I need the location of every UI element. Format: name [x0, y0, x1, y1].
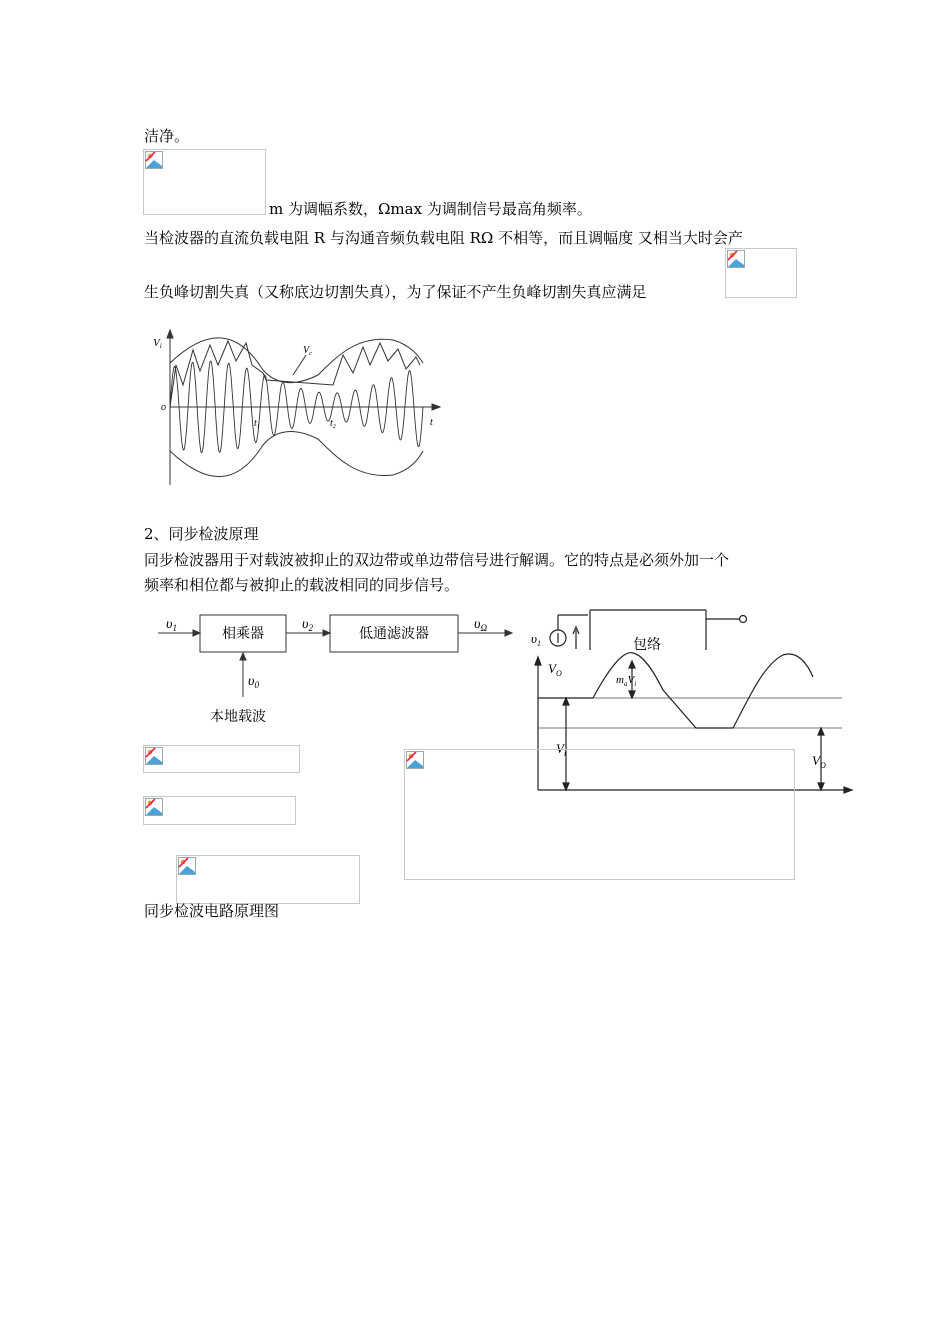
- vc-label: $V_c$: [303, 345, 312, 357]
- figure-caption: 同步检波电路原理图: [144, 902, 280, 920]
- t2-label: $t_2$: [330, 418, 336, 430]
- reference-signal-label: $\upsilon_0$: [248, 674, 259, 690]
- text-line-6: 频率和相位都与被抑止的载波相同的同步信号。: [144, 576, 460, 594]
- envelope-box-label: 包络: [633, 637, 661, 653]
- image-placeholder-formula-3: [143, 745, 300, 773]
- vo-right-label: $V_O$: [812, 753, 826, 770]
- broken-image-icon: [145, 747, 163, 765]
- local-carrier-label: 本地载波: [210, 709, 266, 725]
- text-line-3: 当检波器的直流负载电阻 R 与沟通音频负载电阻 RΩ 不相等，而且调幅度 又相当大时会产: [144, 229, 743, 247]
- image-placeholder-formula-2: [725, 248, 797, 298]
- image-placeholder-circuit: [176, 855, 360, 904]
- ma-vi-label: $m_aV_i$: [616, 674, 637, 688]
- image-placeholder-formula-4: [143, 796, 296, 825]
- vi-label: Vi: [153, 337, 162, 350]
- lower-envelope: [170, 431, 423, 476]
- t-axis-label: t: [430, 417, 433, 428]
- broken-image-icon: [145, 798, 163, 816]
- source-label: $\upsilon_1$: [531, 631, 541, 648]
- sync-detector-block-diagram: [148, 605, 523, 730]
- detector-output: [170, 341, 420, 407]
- t1-label: $t_1$: [254, 418, 260, 430]
- output-signal-label: $\upsilon_\Omega$: [474, 617, 487, 633]
- broken-image-icon: [727, 250, 745, 268]
- vc-pointer: [293, 355, 306, 375]
- text-line-5: 同步检波器用于对载波被抑止的双边带或单边带信号进行解调。它的特点是必须外加一个: [144, 551, 730, 569]
- text-line-4: 生负峰切割失真（又称底边切割失真），为了保证不产生负峰切割失真应满足: [144, 283, 647, 301]
- envelope-waveform: [593, 653, 813, 728]
- lowpass-filter-label: 低通滤波器: [359, 626, 429, 642]
- broken-image-icon: [406, 751, 424, 769]
- image-placeholder-formula-1: [143, 149, 266, 215]
- image-placeholder-large: [404, 749, 795, 880]
- text-line-2: m 为调幅系数，Ωmax 为调制信号最高角频率。: [269, 200, 592, 218]
- origin-label: o: [161, 402, 166, 413]
- output-terminal: [740, 616, 747, 623]
- vo-top-label: $V_O$: [548, 661, 562, 678]
- text-line-1: 洁净。: [144, 127, 190, 145]
- broken-image-icon: [145, 151, 163, 169]
- am-waveform-figure: [148, 325, 448, 490]
- vi-label: $V_i$: [556, 741, 567, 758]
- broken-image-icon: [178, 857, 196, 875]
- mid-signal-label: $\upsilon_2$: [302, 617, 313, 633]
- input-signal-label: $\upsilon_1$: [166, 617, 177, 633]
- section-heading: 2、同步检波原理: [144, 525, 259, 543]
- multiplier-label: 相乘器: [222, 626, 264, 642]
